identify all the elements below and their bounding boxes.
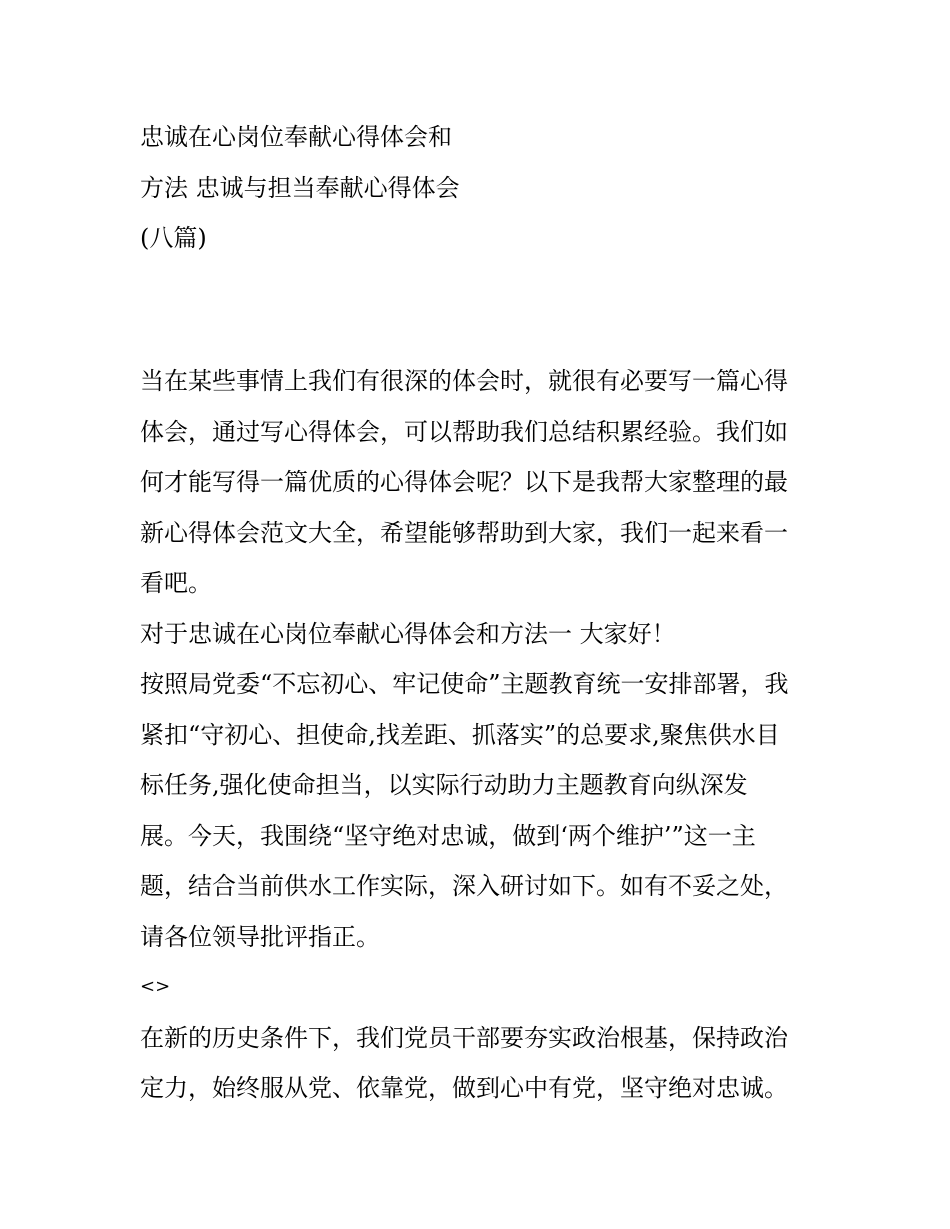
body-line: 定力，始终服从党、依靠党，做到心中有党，坚守绝对忠诚。 xyxy=(140,1074,788,1102)
title-line: 方法 忠诚与担当奉献心得体会 xyxy=(140,173,460,202)
body-line: 新心得体会范文大全，希望能够帮助到大家，我们一起来看一 xyxy=(140,518,788,547)
body-line: 当在某些事情上我们有很深的体会时，就很有必要写一篇心得 xyxy=(140,367,788,395)
body-line: 对于忠诚在心岗位奉献心得体会和方法一 大家好！ xyxy=(140,619,676,648)
document-title xyxy=(140,112,820,264)
body-line: 在新的历史条件下，我们党员干部要夯实政治根基，保持政治 xyxy=(140,1023,788,1052)
title-line: (八篇) xyxy=(140,224,207,252)
body-line: 标任务,强化使命担当，以实际行动助力主题教育向纵深发 xyxy=(140,771,748,799)
document-body xyxy=(140,356,820,1114)
title-line: 忠诚在心岗位奉献心得体会和 xyxy=(140,123,452,151)
body-line: 请各位领导批评指正。 xyxy=(140,922,380,951)
body-line: 按照局党委“不忘初心、牢记使命”主题教育统一安排部署，我 xyxy=(140,670,789,698)
body-line: 紧扣“守初心、担使命,找差距、抓落实”的总要求,聚焦供水目 xyxy=(140,720,780,749)
body-line: 展。今天，我围绕“坚守绝对忠诚，做到‘两个维护’”这一主 xyxy=(140,821,756,850)
body-line: 题，结合当前供水工作实际，深入研讨如下。如有不妥之处， xyxy=(140,872,788,900)
body-line: 何才能写得一篇优质的心得体会呢？以下是我帮大家整理的最 xyxy=(140,468,788,496)
body-line: 看吧。 xyxy=(140,569,212,597)
body-line: 体会，通过写心得体会，可以帮助我们总结积累经验。我们如 xyxy=(140,417,788,446)
separator-mark: <> xyxy=(140,976,171,997)
